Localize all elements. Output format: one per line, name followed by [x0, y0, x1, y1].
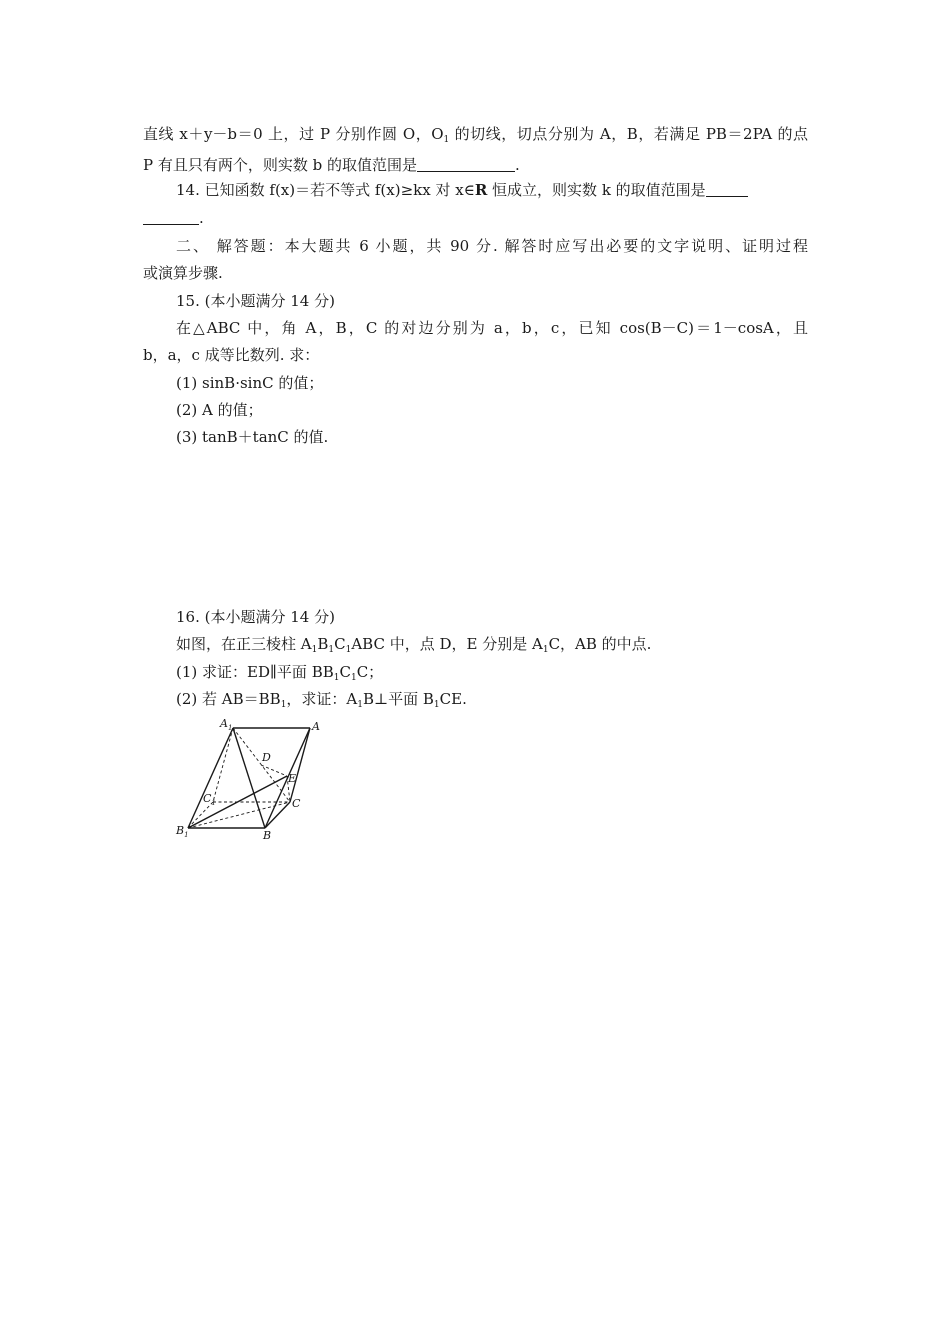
q16-p1-c: C； — [356, 663, 384, 681]
q13-subscript: 1 — [443, 135, 450, 145]
q16-sub: 1 — [433, 700, 440, 710]
label-c1: $C_1$ — [203, 792, 216, 807]
label-c: C — [292, 797, 301, 810]
q13-line-2 — [143, 155, 808, 175]
q15-header: 15. (本小题满分 14 分) — [176, 292, 335, 310]
section2-line-2: 或演算步骤. — [143, 264, 223, 282]
q16-stem-e: C，AB 的中点. — [548, 635, 652, 653]
edge-b1-c — [188, 802, 290, 828]
edge-d-e — [261, 765, 287, 776]
q16-stem-d: ABC 中，点 D，E 分别是 A — [351, 635, 543, 653]
label-d: D — [262, 751, 271, 764]
q16-stem-c: C — [334, 635, 346, 653]
q13-text-b: 的切线，切点分别为 A，B，若满足 PB＝2PA 的点 — [449, 125, 808, 143]
q16-p2-b: ，求证：A — [286, 690, 358, 708]
prism-figure — [170, 714, 335, 844]
q16-p1-a: (1) 求证：ED∥平面 BB — [176, 663, 334, 681]
q16-sub: 1 — [311, 645, 318, 655]
edge-b1-c1 — [188, 802, 213, 828]
q14-text-b: 恒成立，则实数 k 的取值范围是 — [487, 181, 706, 199]
q16-p1-b: C — [339, 663, 351, 681]
q13-answer-blank[interactable] — [417, 157, 515, 172]
q16-stem-a: 如图，在正三棱柱 A — [176, 635, 312, 653]
q13-text-a: 直线 x＋y－b＝0 上，过 P 分别作圆 O，O — [143, 125, 444, 143]
q14-answer-blank-b[interactable] — [143, 210, 199, 225]
q16-stem — [176, 634, 841, 654]
label-e: E — [288, 772, 297, 785]
q15-stem-2: b，a，c 成等比数列. 求： — [143, 346, 320, 364]
q16-p2-d: CE. — [439, 690, 467, 708]
q16-part-1 — [176, 662, 841, 682]
q14-answer-blank-a[interactable] — [706, 182, 748, 197]
q13-text-c: P 有且只有两个，则实数 b 的取值范围是 — [143, 156, 418, 174]
q13-period: . — [515, 156, 520, 174]
edge-a1-b1 — [188, 728, 233, 828]
q16-stem-b: B — [317, 635, 329, 653]
q14-line-2 — [143, 208, 808, 228]
q15-part-1: (1) sinB·sinC 的值； — [176, 374, 324, 392]
q16-header: 16. (本小题满分 14 分) — [176, 608, 335, 626]
label-a1: $A_1$ — [220, 717, 233, 732]
section2-line-1: 二、 解答题：本大题共 6 小题，共 90 分. 解答时应写出必要的文字说明、证明过程 — [176, 237, 808, 255]
label-b1: $B_1$ — [176, 824, 189, 839]
q15-stem-1: 在△ABC 中，角 A，B，C 的对边分别为 a，b，c，已知 cos(B－C)＝1－cosA，且 — [176, 319, 808, 337]
q16-sub: 1 — [542, 645, 549, 655]
edge-b-c — [265, 802, 290, 828]
q14-real-set-symbol: R — [474, 181, 488, 199]
q16-sub: 1 — [328, 645, 335, 655]
q16-sub: 1 — [350, 673, 357, 683]
q14-line-1 — [176, 180, 808, 200]
prism-hidden-edges — [188, 728, 290, 828]
q16-sub: 1 — [280, 700, 287, 710]
q16-p2-a: (2) 若 AB＝BB — [176, 690, 281, 708]
edge-a1-b — [233, 728, 265, 828]
q16-part-2 — [176, 689, 841, 709]
q16-sub: 1 — [357, 700, 363, 710]
q15-part-3: (3) tanB＋tanC 的值. — [176, 428, 329, 446]
label-a: A — [312, 720, 320, 733]
q16-sub: 1 — [333, 673, 340, 683]
q14-period: . — [199, 209, 204, 227]
label-b: B — [263, 829, 272, 842]
q14-text-a: 14. 已知函数 f(x)＝若不等式 f(x)≥kx 对 x∈ — [176, 181, 475, 199]
q16-p2-c: B⊥平面 B — [363, 690, 434, 708]
q13-line-1 — [143, 124, 808, 144]
q15-part-2: (2) A 的值； — [176, 401, 263, 419]
q16-sub: 1 — [345, 645, 352, 655]
